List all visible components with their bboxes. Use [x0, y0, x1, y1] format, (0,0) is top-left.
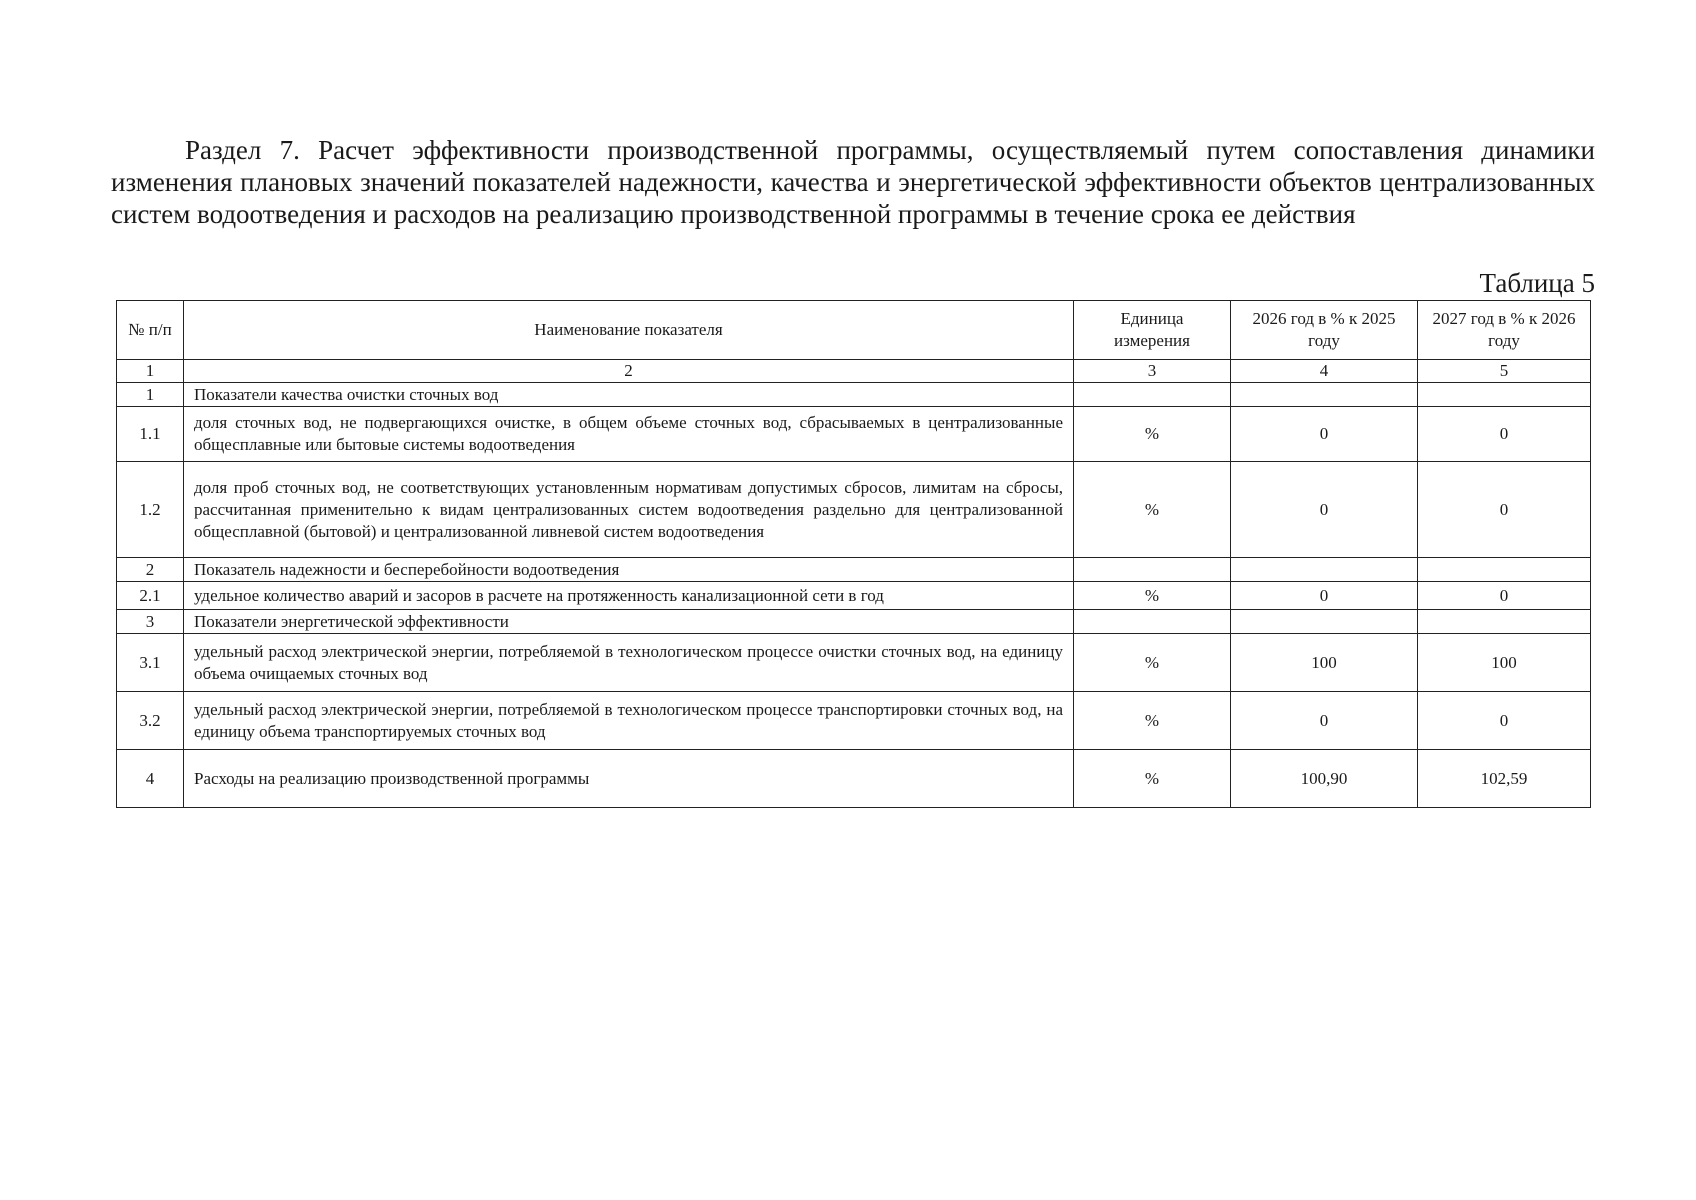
header-name: Наименование показателя: [184, 301, 1074, 360]
row-name: удельный расход электрической энергии, потребляемой в технологическом процессе очистки сточных вод, на единицу объема очищаемых сточных вод: [184, 634, 1074, 692]
row-2027: 0: [1418, 582, 1591, 610]
row-name: Показатели качества очистки сточных вод: [184, 383, 1074, 407]
header-2026: 2026 год в % к 2025 году: [1231, 301, 1418, 360]
row-2026: [1231, 610, 1418, 634]
row-2027: [1418, 610, 1591, 634]
row-2026: 100,90: [1231, 750, 1418, 808]
column-number-row: [117, 360, 1591, 383]
row-num: 1.1: [117, 407, 184, 462]
row-unit: %: [1074, 582, 1231, 610]
row-2026: 0: [1231, 582, 1418, 610]
row-num: 4: [117, 750, 184, 808]
section-heading: Раздел 7. Расчет эффективности производственной программы, осуществляемый путем сопоставления динамики изменения плановых значений показателей надежности, качества и энергетической эффективности объектов централизованных систем водоотведения и расходов на реализацию производственной программы в течение срока ее действия: [111, 135, 1595, 229]
row-2027: 0: [1418, 692, 1591, 750]
row-num: 1: [117, 383, 184, 407]
row-num: 2.1: [117, 582, 184, 610]
row-name: Расходы на реализацию производственной программы: [184, 750, 1074, 808]
row-unit: %: [1074, 692, 1231, 750]
row-2027: 0: [1418, 407, 1591, 462]
column-number: 2: [184, 360, 1074, 383]
row-unit: %: [1074, 634, 1231, 692]
column-number: 5: [1418, 360, 1591, 383]
table-row: [117, 582, 1591, 610]
row-num: 3.2: [117, 692, 184, 750]
column-number: 4: [1231, 360, 1418, 383]
row-unit: %: [1074, 407, 1231, 462]
row-2026: 0: [1231, 407, 1418, 462]
table-row: [117, 383, 1591, 407]
table-label: Таблица 5: [1479, 268, 1595, 298]
row-2027: [1418, 558, 1591, 582]
row-unit: [1074, 383, 1231, 407]
row-2027: 0: [1418, 462, 1591, 558]
row-2027: [1418, 383, 1591, 407]
column-number: 3: [1074, 360, 1231, 383]
row-2027: 102,59: [1418, 750, 1591, 808]
row-num: 2: [117, 558, 184, 582]
row-unit: [1074, 610, 1231, 634]
row-name: Показатель надежности и бесперебойности водоотведения: [184, 558, 1074, 582]
header-num: № п/п: [117, 301, 184, 360]
row-2026: [1231, 558, 1418, 582]
table-row: [117, 634, 1591, 692]
table-row: [117, 462, 1591, 558]
row-2026: 0: [1231, 692, 1418, 750]
row-2026: [1231, 383, 1418, 407]
header-2027: 2027 год в % к 2026 году: [1418, 301, 1591, 360]
header-unit: Единица измерения: [1074, 301, 1231, 360]
row-unit: %: [1074, 462, 1231, 558]
row-name: удельный расход электрической энергии, потребляемой в технологическом процессе транспортировки сточных вод, на единицу объема транспортируемых сточных вод: [184, 692, 1074, 750]
table-row: [117, 407, 1591, 462]
row-name: Показатели энергетической эффективности: [184, 610, 1074, 634]
row-2026: 0: [1231, 462, 1418, 558]
table-row: [117, 692, 1591, 750]
row-name: удельное количество аварий и засоров в расчете на протяженность канализационной сети в год: [184, 582, 1074, 610]
table-row: [117, 610, 1591, 634]
row-unit: [1074, 558, 1231, 582]
row-name: доля сточных вод, не подвергающихся очистке, в общем объеме сточных вод, сбрасываемых в централизованные общесплавные или бытовые системы водоотведения: [184, 407, 1074, 462]
column-number: 1: [117, 360, 184, 383]
row-unit: %: [1074, 750, 1231, 808]
indicators-table: [116, 300, 1591, 808]
table-row: [117, 558, 1591, 582]
table-row: [117, 750, 1591, 808]
row-2026: 100: [1231, 634, 1418, 692]
table-header-row: [117, 301, 1591, 360]
row-num: 3.1: [117, 634, 184, 692]
row-num: 1.2: [117, 462, 184, 558]
row-2027: 100: [1418, 634, 1591, 692]
row-name: доля проб сточных вод, не соответствующих установленным нормативам допустимых сбросов, лимитам на сбросы, рассчитанная применительно к видам централизованных систем водоотведения раздельно для централизованной общесплавной (бытовой) и централизованной ливневой систем водоотведения: [184, 462, 1074, 558]
row-num: 3: [117, 610, 184, 634]
